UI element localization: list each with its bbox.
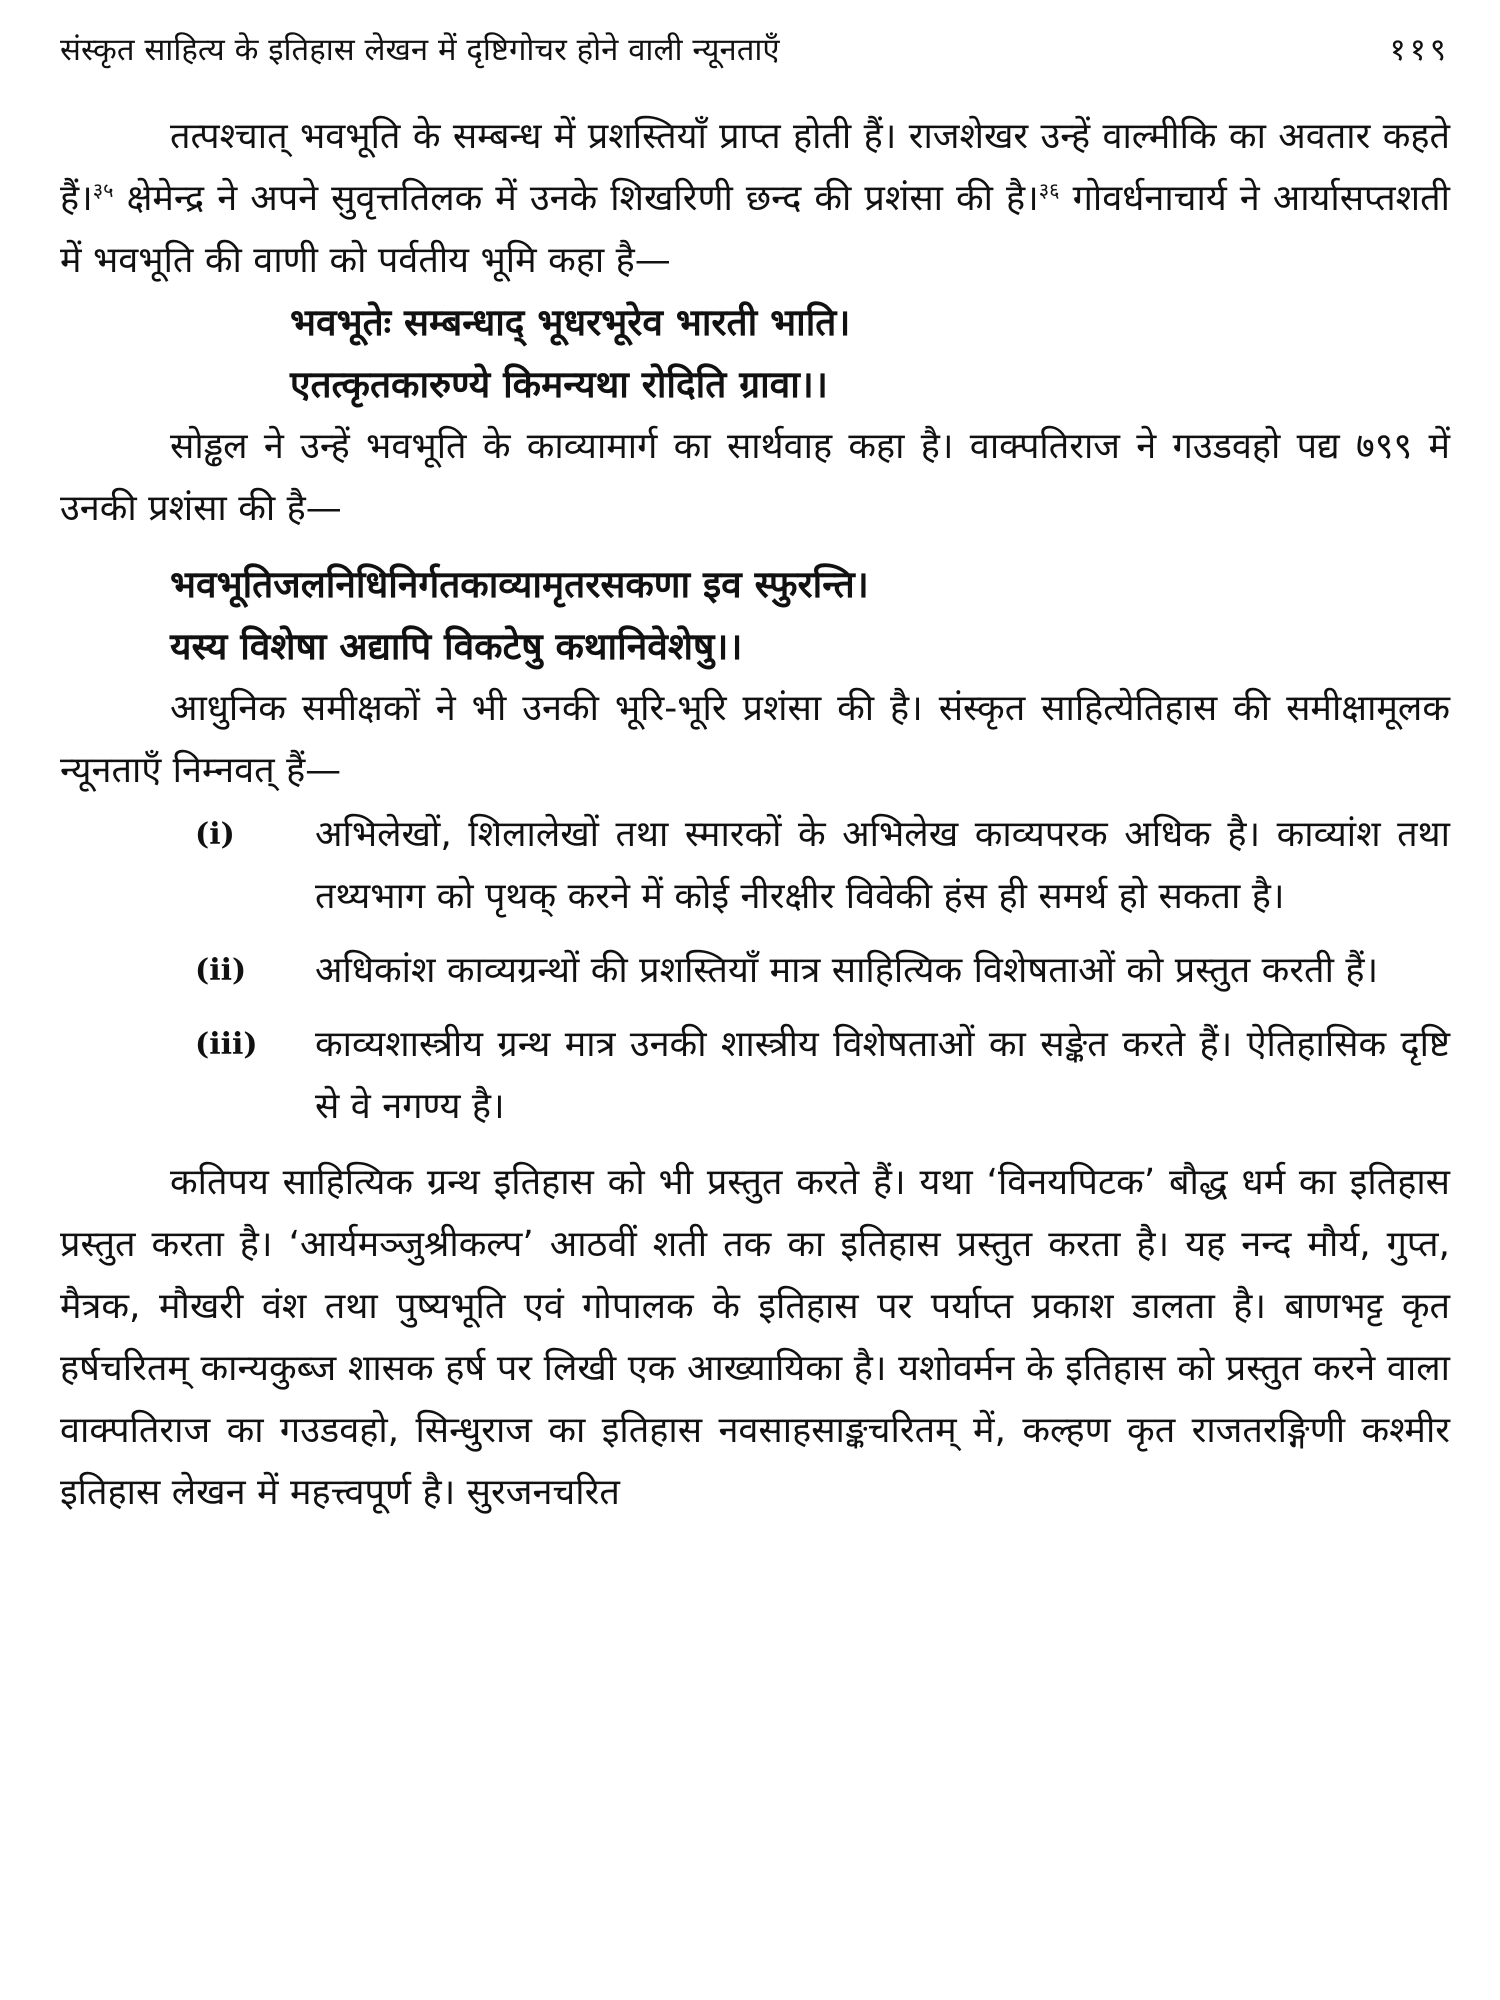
verse-1-line-2: एतत्कृतकारुण्ये किमन्यथा रोदिति ग्रावा।। [290, 363, 828, 406]
verse-1-line-1: भवभूतेः सम्बन्धाद् भूधरभूरेव भारती भाति। [290, 301, 851, 344]
footnote-ref-35[interactable]: ३५ [92, 178, 114, 202]
paragraph-3: आधुनिक समीक्षकों ने भी उनकी भूरि-भूरि प्रशंसा की है। संस्कृत साहित्येतिहास की समीक्षामूलक न्यूनताएँ निम्नवत् हैं— [60, 688, 1450, 791]
paragraph-2: सोड्ढल ने उन्हें भवभूति के काव्यामार्ग का सार्थवाह कहा है। वाक्पतिराज ने गउडवहो पद्य ७९९ में उनकी प्रशंसा की है— [60, 426, 1450, 529]
verse-2-line-1: भवभूतिजलनिधिनिर्गतकाव्यामृतरसकणा इव स्फुरन्ति। [170, 563, 869, 606]
footnote-ref-36[interactable]: ३६ [1038, 178, 1060, 202]
list-item-text: काव्यशास्त्रीय ग्रन्थ मात्र उनकी शास्त्रीय विशेषताओं का सङ्केत करते हैं। ऐतिहासिक दृष्टि से वे नगण्य है। [315, 1024, 1450, 1127]
paragraph-1-part-2: क्षेमेन्द्र ने अपने सुवृत्ततिलक में उनके शिखरिणी छन्द की प्रशंसा की है। [113, 178, 1039, 219]
paragraph-1 [60, 106, 1450, 292]
list-item-number: (iii) [195, 1027, 258, 1062]
list-item [60, 940, 1450, 1002]
list-item-number: (ii) [195, 953, 247, 988]
paragraph-4: कतिपय साहित्यिक ग्रन्थ इतिहास को भी प्रस्तुत करते हैं। यथा ‘विनयपिटक’ बौद्ध धर्म का इतिहास प्रस्तुत करता है। ‘आर्यमञ्जुश्रीकल्प’ आठवीं शती तक का इतिहास प्रस्तुत करता है। यह नन्द मौर्य, गुप्त, मैत्रक, मौखरी वंश तथा पुष्यभूति एवं गोपालक के इतिहास पर पर्याप्त प्रकाश डालता है। बाणभट्ट कृत हर्षचरितम् कान्यकुब्ज शासक हर्ष पर लिखी एक आख्यायिका है। यशोवर्मन के इतिहास को प्रस्तुत करने वाला वाक्पतिराज का गउडवहो, सिन्धुराज का इतिहास नवसाहसाङ्कचरितम् में, कल्हण कृत राजतरङ्गिणी कश्मीर इतिहास लेखन में महत्त्वपूर्ण है। सुरजनचरित [60, 1162, 1450, 1513]
list-item-number: (i) [195, 817, 235, 852]
book-page [60, 20, 1450, 1980]
list-item [60, 804, 1450, 928]
verse-quote-1 [290, 292, 1450, 416]
list-item-text: अभिलेखों, शिलालेखों तथा स्मारकों के अभिलेख काव्यपरक अधिक है। काव्यांश तथा तथ्यभाग को पृथक् करने में कोई नीरक्षीर विवेकी हंस ही समर्थ हो सकता है। [315, 814, 1450, 917]
verse-2-line-2: यस्य विशेषा अद्यापि विकटेषु कथानिवेशेषु।। [170, 625, 743, 668]
list-item [60, 1014, 1450, 1138]
page-number: ११९ [1389, 32, 1450, 68]
verse-quote-2 [170, 554, 1450, 678]
running-title: संस्कृत साहित्य के इतिहास लेखन में दृष्टिगोचर होने वाली न्यूनताएँ [60, 32, 780, 68]
paragraph-1-part-3: गोवर्धनाचार्य ने आर्यासप्तशती में भवभूति की वाणी को पर्वतीय भूमि कहा है— [60, 178, 1450, 281]
paragraph-1-part-1: तत्पश्चात् भवभूति के सम्बन्ध में प्रशस्तियाँ प्राप्त होती हैं। राजशेखर उन्हें वाल्मीकि का अवतार कहते हैं। [60, 116, 1450, 219]
numbered-list [60, 804, 1450, 1138]
running-header [60, 20, 1450, 80]
list-item-text: अधिकांश काव्यग्रन्थों की प्रशस्तियाँ मात्र साहित्यिक विशेषताओं को प्रस्तुत करती हैं। [315, 950, 1379, 991]
